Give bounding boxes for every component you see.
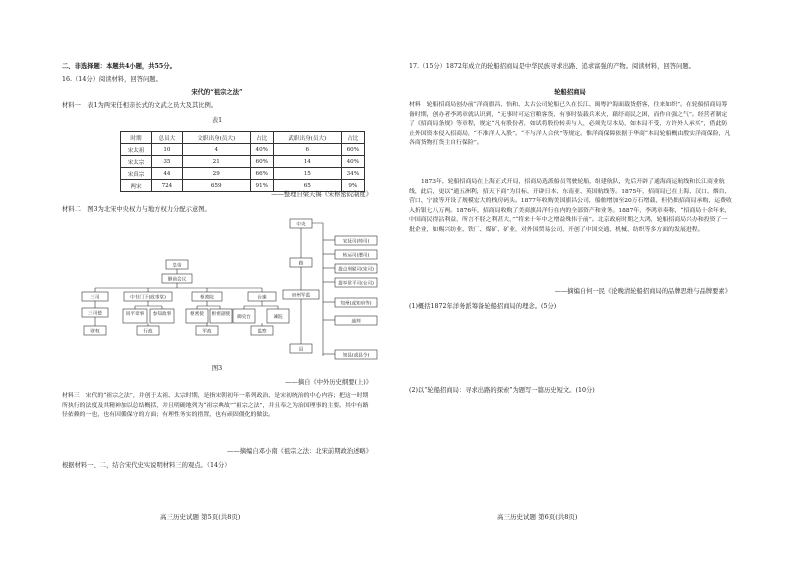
table-source: ——整理自梁天锡《宋枢密院制度》 — [271, 191, 372, 198]
table-cell: 724 — [151, 180, 182, 192]
diagram-label: 提点刑狱司(宪司) — [338, 267, 374, 273]
table-row — [121, 168, 365, 180]
table-cell: 宋真宗 — [121, 168, 152, 180]
table-cell: 21 — [182, 156, 250, 168]
table-header-cell: 总员大 — [151, 132, 182, 144]
diagram-label: 军政 — [202, 329, 212, 335]
q17-stem: 17.（15分）1872年成立的轮船招商局是中华民族寻求出路、追求富强的产物。阅读材料，回答问题。 — [409, 63, 695, 70]
table-cell: 宋太祖 — [121, 144, 152, 156]
diagram-label: 路 — [298, 261, 304, 267]
table-cell: 44 — [151, 168, 182, 180]
table-cell: 40% — [250, 144, 273, 156]
diagram-label: 同平章事 — [125, 312, 145, 317]
table-header-cell: 武职出身(员大) — [273, 132, 341, 144]
q16-stem: 16.（14分）阅读材料，回答问题。 — [62, 76, 162, 83]
table-cell: 60% — [341, 144, 364, 156]
diagram-label: 三司使 — [88, 311, 102, 317]
diagram-label: 通判 — [351, 319, 361, 325]
q16-title: 宋代的“祖宗之法” — [191, 89, 243, 96]
diagram-label: 谏院 — [273, 315, 283, 320]
table-header-cell: 文职出身(员大) — [182, 132, 250, 144]
q16-question: 根据材料一、二，结合宋代史实说明材料三的观点。（14分） — [62, 462, 231, 469]
diagram-label: 府州军监 — [291, 293, 311, 299]
table-header-row — [121, 132, 365, 144]
diagram-label: 转运司(漕司) — [342, 253, 370, 259]
table-cell: 34% — [341, 168, 364, 180]
diagram-label: 枢密使 — [190, 312, 204, 317]
page-footer-right: 高三历史试题 第6页(共8页) — [497, 513, 578, 521]
table-cell: 66% — [250, 168, 273, 180]
table-header-cell: 占比 — [341, 132, 364, 144]
material3-source: ——摘编自邓小南《祖宗之法：北宋前期政治述略》 — [227, 448, 372, 455]
table-cell: 35 — [151, 156, 182, 168]
diagram-label: 参知政事 — [152, 312, 172, 317]
material-paragraph-2: 1873年，轮船招商局在上海正式开局，招商局选派船员驾驶轮船，组建航队，先后开辟了通海商运航线和长江商业航线，此后，更以“通五洲利，招天下商”为目标，开辟日本、东南亚、英国航线等。1875年，招商局已在上海、汉口、烟台、营口、宁波等开设了规模宏大的栈房码头。1877年收购美国旗昌公司，船舶增加至20万石增载，但仍拙招商局承购，运费收入折银七八万两。1876年，招商局收购了美商旗昌洋行在内的全部资产和业务。1887年，李鸿章奏称，“招商局十余年来，中国商民得沾利益，所言不胫之利甚大，”“将来十年中之增益殊伟于前”。北京政府时期之大鸿，轮船招商局兴办和投资了一批企业，如赐兴纺业、铁厂、煤矿、矿业，对外国贸易公司，开创了中国交通、机械、纺织等多方面的发展进程。 — [409, 179, 732, 233]
table-cell: 91% — [250, 180, 273, 192]
table-cell: 65 — [273, 180, 341, 192]
diagram-label: 三司 — [90, 295, 100, 301]
table-cell: 两宋 — [121, 180, 152, 192]
table-cell: 60% — [250, 156, 273, 168]
material2-intro: 材料二 图3为北宋中央权力与地方权力分配示意图。 — [62, 206, 211, 213]
diagram-label: 财权 — [90, 329, 100, 335]
diagram-label: 提举常平司(仓司) — [338, 281, 374, 287]
table-cell: 29 — [182, 168, 250, 180]
diagram-label: 安抚司(帅司) — [342, 239, 370, 245]
table-row — [121, 144, 365, 156]
diagram-label: 御前会议 — [167, 277, 187, 283]
table-row — [121, 156, 365, 168]
table-cell: 10 — [151, 144, 182, 156]
table-cell: 6 — [273, 144, 341, 156]
diagram-label: 知州(或知府等) — [340, 301, 372, 307]
table-cell: 15 — [273, 168, 341, 180]
section-header: 二、非选择题：本题共4小题，共55分。 — [62, 63, 176, 70]
material-paragraph-1: 材料 轮船招商局创办前“洋商旗昌、怡和、太古公司轮船已久在长江、闽粤沪海面载货搭客，往来如织”。在轮船招商局筹备时期，创办者李鸿章就认识到，“无事时可运官粮客货，有事时装载兵米火，藉纾商民之困，而作自强之气”。经营者制定了《招商局条规》等章程，规定“凡有股份者，如试将股份转卖与人，必须先尽本局，如本局不受，方许外人承买”，借此防止外国资本侵入招商局，“不准洋人入股”。“不与洋人合伙”等规定。惟洋商保障依据于华商“本局轮船概由殷实洋商保险，凡各商货物打货主自行保险”。 — [409, 102, 731, 147]
q17-subquestion-2: (2)以“轮船招商局：寻求出路的探索”为题写一篇历史短文。(10分) — [409, 387, 595, 394]
table-cell: 9% — [341, 180, 364, 192]
material3-text: 材料三 宋代的“祖宗之法”，并创于太祖、太宗时期，是指宋朝初年一系列政治、是宋初统治的中心内容；把这一时期所执行的法度及其精神加以总结概括，并且明确地列为“祖宗典故”“祖宗之法”，并且奉之为治国理事的主要。其中有路径依赖的一也，也有因循保守的方面；有理性务实的措置，也有顽固僵化的做法。 — [62, 393, 369, 419]
q17-title: 轮船招商局 — [554, 89, 586, 96]
table-cell: 40% — [341, 156, 364, 168]
page-footer-left: 高三历史试题 第5页(共8页) — [160, 513, 241, 521]
table-cell: 14 — [273, 156, 341, 168]
table-header-cell: 占比 — [250, 132, 273, 144]
q17-subquestion-1: (1)概括1872年洋务派筹备轮船招商局的理念。(5分) — [409, 303, 557, 310]
diagram-label: 行政 — [143, 329, 153, 335]
table-cell: 宋太宗 — [121, 156, 152, 168]
material-source: ——摘编自何一民《论晚清轮船招商局的品牌思维与品牌要素》 — [554, 288, 731, 295]
diagram-label: 中书门下(政事堂) — [130, 295, 166, 301]
diagram-label: 枢密院 — [200, 295, 214, 301]
material1-intro: 材料一 表1为两宋任相亲长式的文武之员大及其比例。 — [62, 102, 218, 109]
right-page — [397, 0, 794, 562]
data-table — [120, 131, 365, 192]
diagram-label: 县 — [298, 347, 304, 353]
diagram-label: 皇帝 — [172, 263, 182, 269]
table-cell: 659 — [182, 180, 250, 192]
diagram-label: 监察 — [257, 329, 267, 335]
table-caption: 表1 — [211, 117, 223, 124]
diagram-label: 御史台 — [237, 315, 251, 320]
diagram-label: 枢密副使 — [211, 312, 231, 317]
diagram-label: 台谏 — [257, 295, 267, 301]
figure-caption: 图3 — [211, 365, 223, 372]
diagram-label: 知县(或县令) — [342, 353, 370, 359]
table-header-cell: 时期 — [121, 132, 152, 144]
table-cell: 4 — [182, 144, 250, 156]
diagram-source: ——摘自《中外历史纲要(上)》 — [285, 379, 372, 386]
diagram-label: 中央 — [296, 222, 306, 228]
power-diagram — [80, 216, 380, 366]
